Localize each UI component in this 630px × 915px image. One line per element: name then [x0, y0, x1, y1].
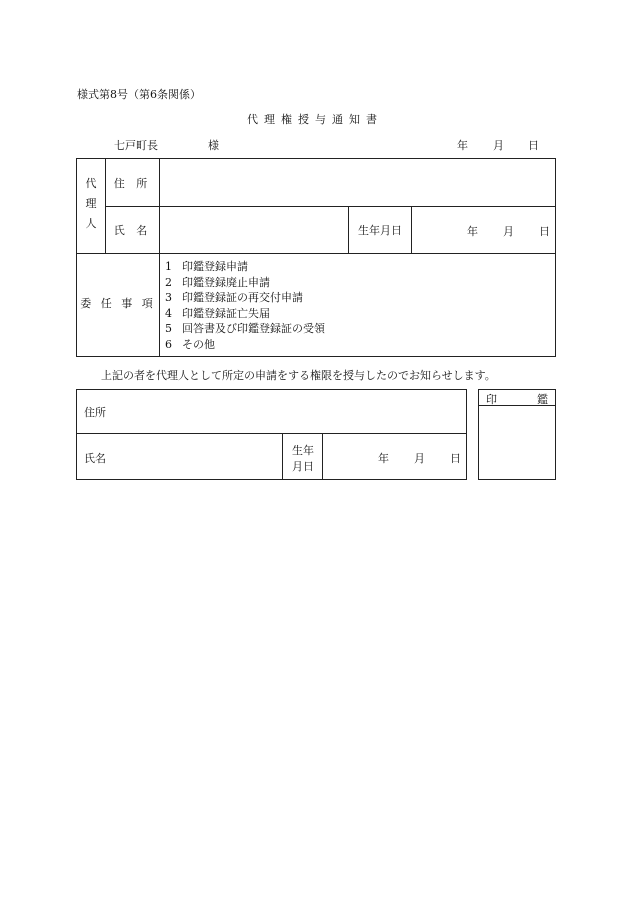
- agent-birthdate-field[interactable]: [412, 207, 555, 253]
- seal-stamp-area[interactable]: [479, 406, 555, 479]
- document-title: 代理権授与通知書: [247, 113, 383, 126]
- agent-month-label: 月: [503, 225, 514, 238]
- seal-label-2: 鑑: [537, 393, 548, 406]
- list-item: 1 印鑑登録申請: [165, 260, 248, 273]
- agent-label-char: 理: [85, 197, 97, 210]
- list-item: 5 回答書及び印鑑登録証の受領: [165, 322, 325, 336]
- form-number-label: 様式第8号（第6条関係）: [77, 88, 201, 101]
- list-item: 2 印鑑登録廃止申請: [165, 275, 270, 289]
- agent-label-char: 代: [85, 177, 97, 190]
- agent-address-label: 住 所: [113, 177, 152, 190]
- agent-birthdate-label: 生年月日: [358, 224, 402, 237]
- principal-month-label: 月: [414, 452, 425, 465]
- agent-year-label: 年: [467, 225, 478, 238]
- agent-address-field[interactable]: [160, 159, 555, 206]
- header-year-label: 年: [457, 139, 468, 152]
- list-item: 3 印鑑登録証の再交付申請: [165, 291, 303, 305]
- list-item: 4 印鑑登録証亡失届: [165, 306, 270, 320]
- principal-birthdate-label-line1: 生年: [292, 444, 314, 457]
- list-item: 6 その他: [165, 337, 215, 351]
- agent-label-char: 人: [85, 217, 97, 230]
- principal-name-field[interactable]: [120, 434, 282, 479]
- principal-address-label: 住所: [84, 406, 106, 419]
- principal-day-label: 日: [450, 452, 461, 465]
- header-month-label: 月: [493, 139, 504, 152]
- agent-name-label: 氏 名: [113, 224, 152, 237]
- delegation-label: 委 任 事 項: [80, 297, 156, 310]
- addressee: 七戸町長: [114, 139, 158, 152]
- seal-label-1: 印: [486, 393, 497, 406]
- agent-group-label: [78, 176, 104, 232]
- principal-address-field[interactable]: [77, 390, 466, 433]
- honorific: 様: [208, 139, 219, 152]
- principal-birthdate-field[interactable]: [323, 434, 466, 479]
- principal-year-label: 年: [378, 452, 389, 465]
- principal-birthdate-label-line2: 月日: [292, 460, 314, 473]
- agent-name-field[interactable]: [160, 207, 348, 253]
- delegation-items-list: [165, 259, 325, 353]
- agent-day-label: 日: [539, 225, 550, 238]
- notice-text: 上記の者を代理人として所定の申請をする権限を授与したのでお知らせします。: [101, 369, 496, 382]
- principal-name-label: 氏名: [84, 452, 106, 465]
- header-day-label: 日: [528, 139, 539, 152]
